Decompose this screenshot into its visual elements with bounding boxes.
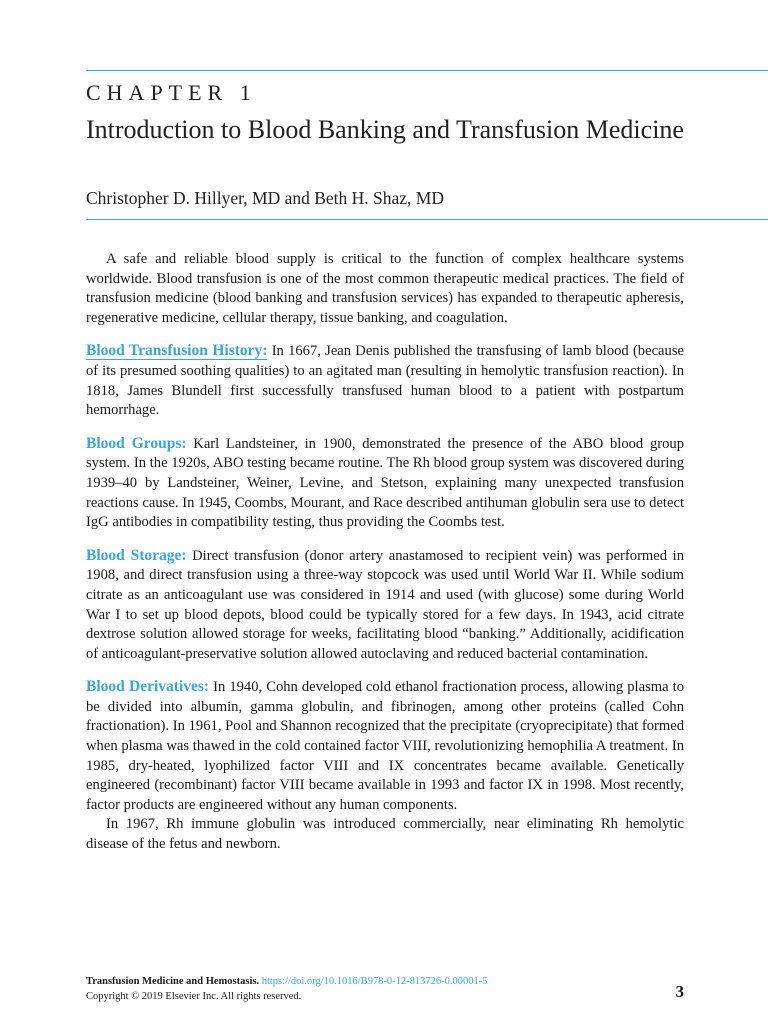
copyright: Copyright © 2019 Elsevier Inc. All rights reserved. xyxy=(86,991,302,1002)
citation-line xyxy=(86,974,686,989)
top-rule xyxy=(86,70,768,71)
section-text: In 1667, Jean Denis published the transfusing of lamb blood (because of its presumed soothing qualities) to an agitated man (resulting in hemolytic transfusion reaction). In 1818, James Blundell first successfully transfused human blood to a patient with postpartum hemorrhage. xyxy=(86,343,684,419)
section-text: Karl Landsteiner, in 1900, demonstrated the presence of the ABO blood group system. In the 1920s, ABO testing became routine. The Rh blood group system was discovered during 1939–40 by Landsteiner, Weiner, Levine, and Stetson, explaining many unexpected transfusion reactions cause. In 1945, Coombs, Mourant, and Race described antihuman globulin sera use to detect IgG antibodies in compatibility testing, thus providing the Coombs test. xyxy=(86,435,684,531)
chapter-label: CHAPTER 1 xyxy=(86,80,257,105)
section-paragraph xyxy=(86,546,684,665)
section-heading-link[interactable]: Blood Transfusion History: xyxy=(86,342,268,360)
section-text: Direct transfusion (donor artery anastamosed to recipient vein) was performed in 1908, and direct transfusion using a three-way stopcock was used until World War II. While sodium citrate as an anticoagulant use was considered in 1914 and used (with glucose) some during World War I to set up blood depots, blood could be typically stored for a few days. In 1943, acid citrate dextrose solution allowed storage for weeks, facilitating blood “banking.” Additionally, acidification of anticoagulant-preservative solution allowed autoclaving and reduced bacterial contamination. xyxy=(86,547,684,662)
doi-link[interactable]: https://doi.org/10.1016/B978-0-12-813726-0.00001-5 xyxy=(261,976,488,987)
section-heading: Blood Derivatives: xyxy=(86,678,210,696)
page-number: 3 xyxy=(675,982,684,1001)
chapter-authors: Christopher D. Hillyer, MD and Beth H. Shaz, MD xyxy=(86,188,445,208)
section-text: In 1940, Cohn developed cold ethanol fractionation process, allowing plasma to be divided into albumin, gamma globulin, and fibrinogen, among other proteins (called Cohn fractionation). In 1961, Pool and Shannon recognized that the precipitate (cryoprecipitate) that formed when plasma was thawed in the cold contained factor VIII, revolutionizing hemophilia A treatment. In 1985, dry-heated, lyophilized factor VIII and IX concentrates became available. Genetically engineered (recombinant) factor VIII became available in 1993 and factor IX in 1998. Most recently, factor products are engineered without any human components. xyxy=(86,679,684,813)
continuation-paragraph: In 1967, Rh immune globulin was introduced commercially, near eliminating Rh hemolytic disease of the fetus and newborn. xyxy=(86,816,684,853)
section-heading: Blood Groups: xyxy=(86,434,187,452)
chapter-body xyxy=(86,250,684,868)
journal-name: Transfusion Medicine and Hemostasis. xyxy=(86,976,260,987)
section-paragraph xyxy=(86,434,684,533)
page-footer xyxy=(86,974,686,1004)
intro-paragraph: A safe and reliable blood supply is critical to the function of complex healthcare systems worldwide. Blood transfusion is one of the most common therapeutic medical practices. The field of transfusion medicine (blood banking and transfusion services) has expanded to therapeutic apheresis, regenerative medicine, cellular therapy, tissue banking, and coagulation. xyxy=(86,251,684,326)
section-paragraph xyxy=(86,677,684,815)
chapter-title: Introduction to Blood Banking and Transfusion Medicine xyxy=(86,115,684,144)
section-paragraph xyxy=(86,341,684,420)
header-bottom-rule xyxy=(86,219,768,220)
section-heading: Blood Storage: xyxy=(86,546,187,564)
